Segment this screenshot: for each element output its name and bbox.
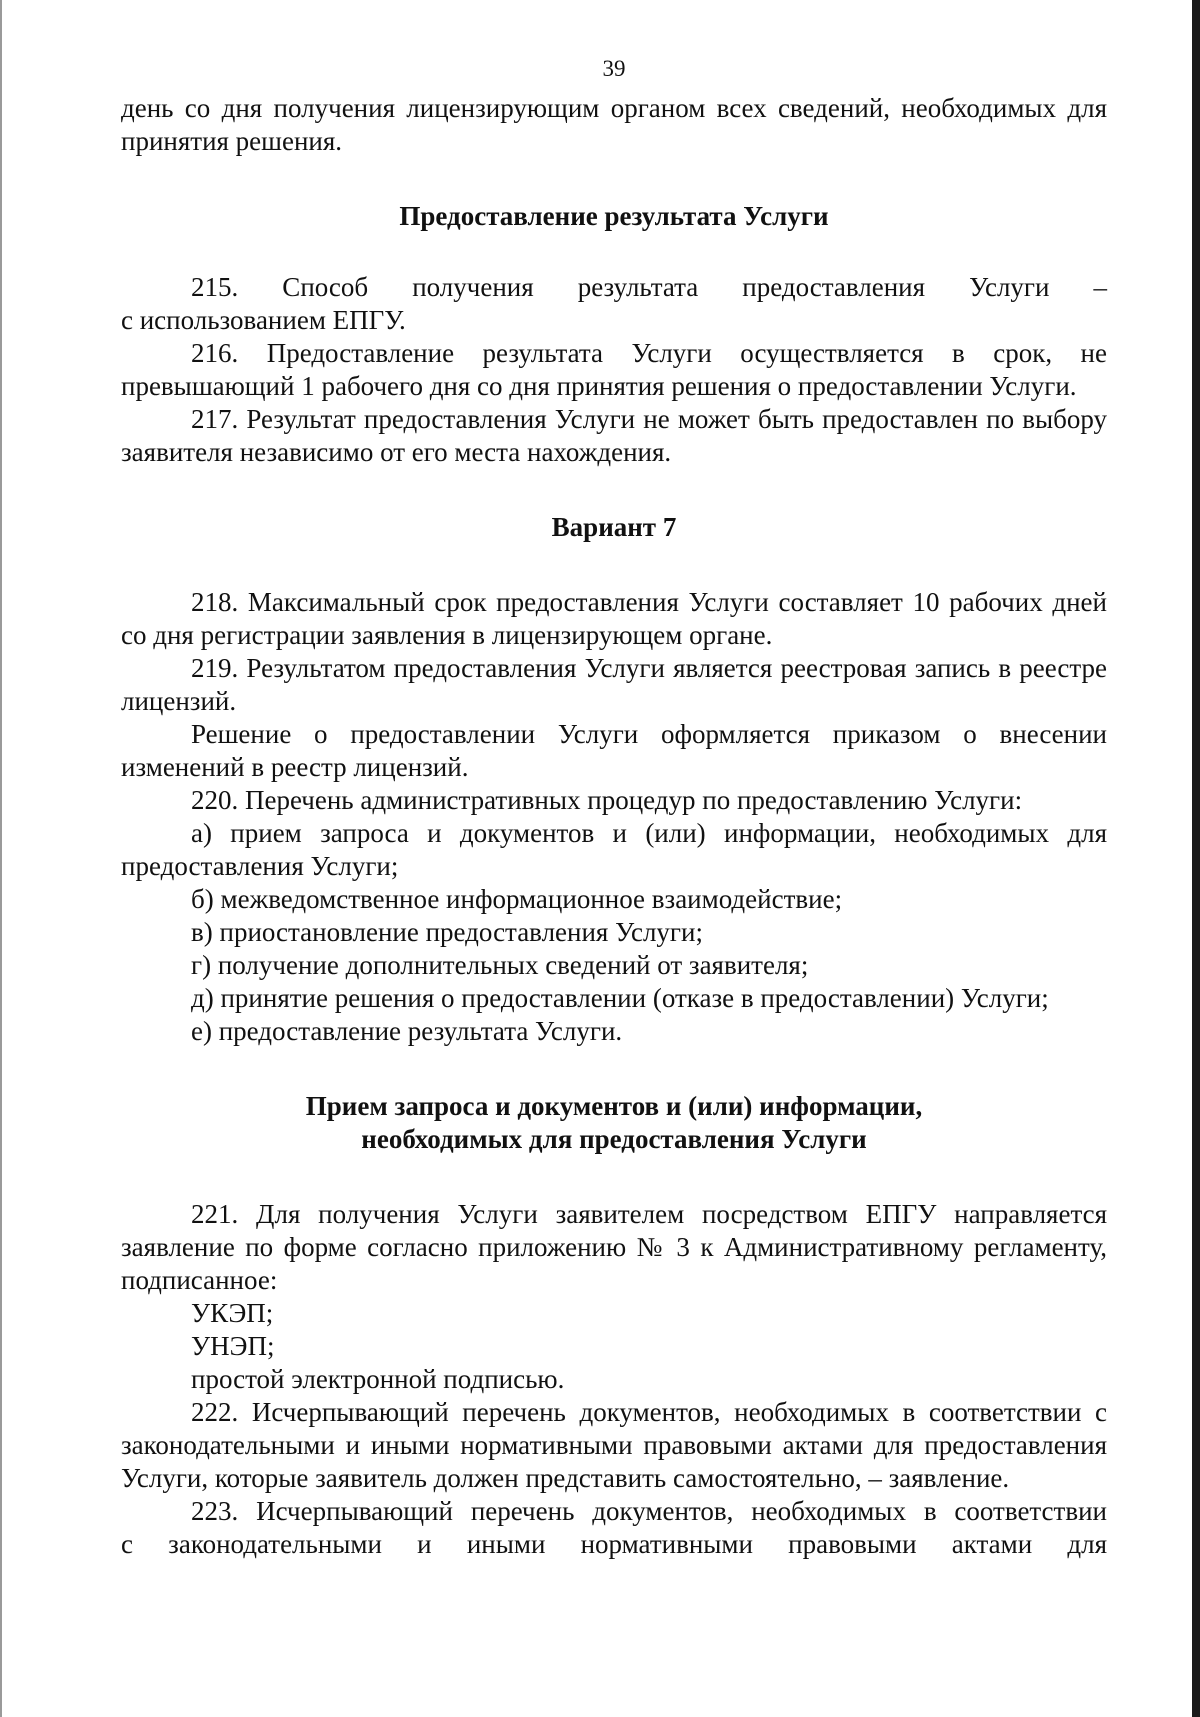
- signature-item-unep: УНЭП;: [191, 1331, 275, 1361]
- paragraph-216: 216. Предоставление результата Услуги осуществляется в срок, не превышающий 1 рабочего дня со дня принятия решения о предоставлении Услуги.: [121, 338, 1107, 401]
- continuation-paragraph: день со дня получения лицензирующим органом всех сведений, необходимых для принятия решения.: [121, 93, 1107, 156]
- paragraph-219: 219. Результатом предоставления Услуги является реестровая запись в реестре лицензий.: [121, 653, 1107, 716]
- paragraph-219-decision: Решение о предоставлении Услуги оформляется приказом о внесении изменений в реестр лицензий.: [121, 719, 1107, 782]
- paragraph-223-line2: с законодательными и иными нормативными правовыми актами для: [121, 1529, 1107, 1559]
- procedure-item-b: б) межведомственное информационное взаимодействие;: [191, 884, 843, 914]
- procedure-item-e: д) принятие решения о предоставлении (отказе в предоставлении) Услуги;: [191, 983, 1049, 1013]
- paragraph-217: 217. Результат предоставления Услуги не может быть предоставлен по выбору заявителя независимо от его места нахождения.: [121, 404, 1107, 467]
- procedure-item-c: в) приостановление предоставления Услуги;: [191, 917, 703, 947]
- section-heading-request-line1: Прием запроса и документов и (или) информации,: [305, 1091, 923, 1121]
- page-number: 39: [602, 56, 626, 81]
- paragraph-218: 218. Максимальный срок предоставления Услуги составляет 10 рабочих дней со дня регистрации заявления в лицензирующем органе.: [121, 587, 1107, 650]
- page-content: [121, 52, 1107, 1561]
- scan-border-right: [1192, 0, 1200, 1717]
- procedure-item-d: г) получение дополнительных сведений от заявителя;: [191, 950, 809, 980]
- procedure-item-f: е) предоставление результата Услуги.: [191, 1016, 623, 1046]
- procedure-item-a: а) прием запроса и документов и (или) информации, необходимых для предоставления Услуги;: [121, 818, 1107, 881]
- paragraph-222: 222. Исчерпывающий перечень документов, необходимых в соответствии с законодательными и иными нормативными правовыми актами для предоставления Услуги, которые заявитель должен представить самостоятельно, – заявление.: [121, 1397, 1107, 1493]
- section-heading-result: Предоставление результата Услуги: [399, 201, 829, 231]
- signature-item-ukep: УКЭП;: [191, 1298, 274, 1328]
- paragraph-220: 220. Перечень административных процедур по предоставлению Услуги:: [191, 785, 1023, 815]
- paragraph-221: 221. Для получения Услуги заявителем посредством ЕПГУ направляется заявление по форме согласно приложению № 3 к Административному регламенту, подписанное:: [121, 1199, 1107, 1295]
- signature-item-simple: простой электронной подписью.: [191, 1364, 565, 1394]
- paragraph-223-line1: 223. Исчерпывающий перечень документов, необходимых в соответствии: [191, 1496, 1107, 1526]
- section-heading-request-line2: необходимых для предоставления Услуги: [361, 1124, 867, 1154]
- variant-heading: Вариант 7: [551, 512, 677, 542]
- paragraph-215-line2: с использованием ЕПГУ.: [121, 305, 406, 335]
- scan-border-left: [0, 0, 2, 1717]
- paragraph-215-line1: 215. Способ получения результата предоставления Услуги –: [191, 272, 1107, 302]
